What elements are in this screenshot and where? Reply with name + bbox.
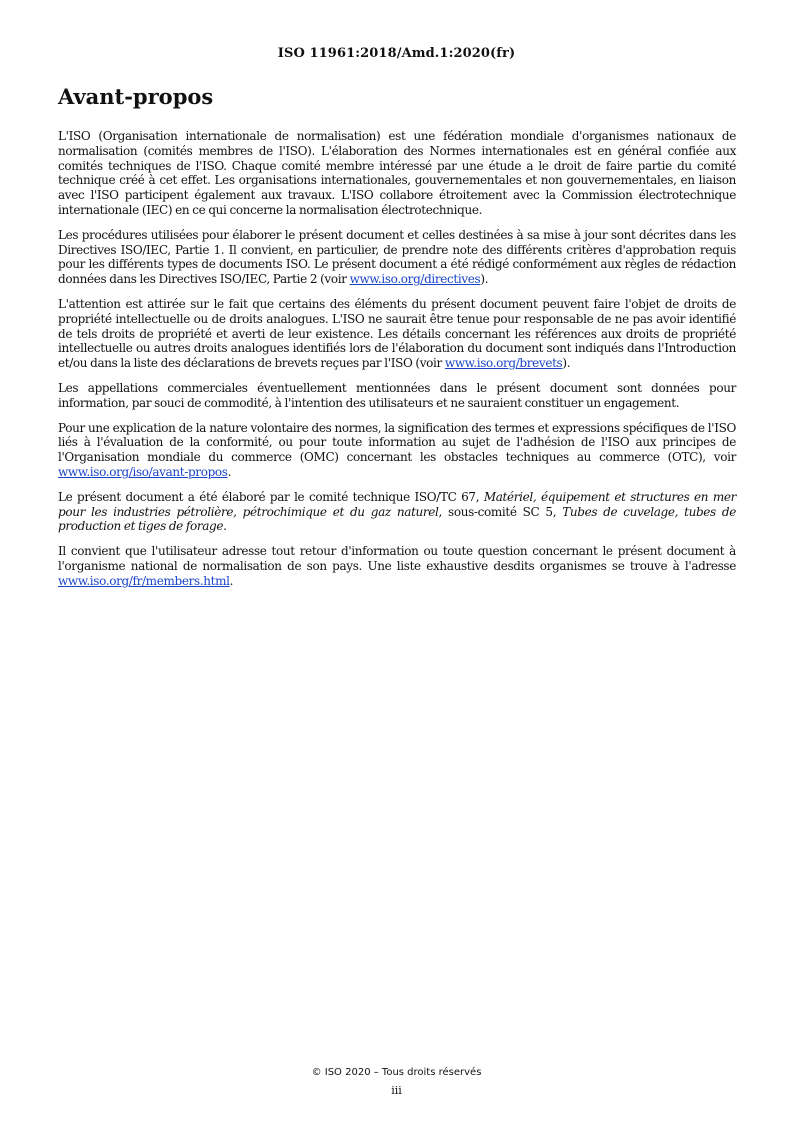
paragraph-text: Il convient que l'utilisateur adresse tout retour d'information ou toute question concernant le présent document à l'organisme national de normalisation de son pays. Une liste exhaustive desdits organismes se trouve à l'adresse	[58, 544, 736, 573]
subcommittee-title: Tubes de cuvelage, tubes de production et tiges de forage	[58, 504, 736, 534]
page-title: Avant-propos	[58, 84, 214, 109]
page-number: iii	[391, 1084, 402, 1097]
copyright-footer: © ISO 2020 – Tous droits réservés	[311, 1067, 482, 1078]
paragraph-trade-names: Les appellations commerciales éventuellement mentionnées dans le présent document sont données pour information, par souci de commodité, à l'intention des utilisateurs et ne sauraient constituer un engagement.	[58, 380, 736, 410]
foreword-info-link[interactable]: www.iso.org/iso/avant-propos	[58, 464, 228, 479]
paragraph-text: , sous-comité SC 5,	[438, 504, 563, 519]
committee-title: Matériel, équipement et structures en mer pour les industries pétrolière, pétrochimique et du gaz naturel	[58, 489, 736, 519]
paragraph-text: .	[227, 464, 232, 479]
paragraph-text: Pour une explication de la nature volontaire des normes, la signification des termes et expressions spécifiques de l'ISO liés à l'évaluation de la conformité, ou pour toute information au sujet de l'adhésion de l'ISO aux principes de l'Organisation mondiale du commerce (OMC) concernant les obstacles techniques au commerce (OTC), voir	[58, 420, 736, 465]
paragraph-text: ).	[480, 272, 489, 287]
paragraph-committee	[58, 490, 736, 534]
paragraph-voluntary-nature	[58, 421, 736, 480]
paragraph-text: .	[223, 519, 227, 534]
paragraph-procedures	[58, 228, 736, 287]
document-id-header: ISO 11961:2018/Amd.1:2020(fr)	[277, 46, 516, 61]
paragraph-iso-organisation: L'ISO (Organisation internationale de normalisation) est une fédération mondiale d'organismes nationaux de normalisation (comités membres de l'ISO). L'élaboration des Normes internationales est en général confiée aux comités techniques de l'ISO. Chaque comité membre intéressé par une étude a le droit de faire partie du comité technique créé à cet effet. Les organisations internationales, gouvernementales et non gouvernementales, en liaison avec l'ISO participent également aux travaux. L'ISO collabore étroitement avec la Commission électrotechnique internationale (IEC) en ce qui concerne la normalisation électrotechnique.	[58, 129, 736, 217]
members-link[interactable]: www.iso.org/fr/members.html	[58, 573, 230, 588]
paragraph-patent-rights	[58, 297, 736, 371]
paragraph-text: Le présent document a été élaboré par le comité technique ISO/TC 67,	[58, 489, 484, 504]
directives-link[interactable]: www.iso.org/directives	[349, 272, 481, 287]
patents-link[interactable]: www.iso.org/brevets	[444, 356, 563, 371]
paragraph-feedback	[58, 544, 736, 588]
paragraph-text: L'attention est attirée sur le fait que certains des éléments du présent document peuvent faire l'objet de droits de propriété intellectuelle ou de droits analogues. L'ISO ne saurait être tenue pour responsable de ne pas avoir identifié de tels droits de propriété et averti de leur existence. Les détails concernant les références aux droits de propriété intellectuelle ou autres droits analogues identifiés lors de l'élaboration du document sont indiqués dans l'Introduction et/ou dans la liste des déclarations de brevets reçues par l'ISO (voir	[58, 296, 736, 371]
paragraph-text: ).	[562, 356, 571, 371]
paragraph-text: .	[229, 573, 234, 588]
paragraph-text: Les procédures utilisées pour élaborer le présent document et celles destinées à sa mise à jour sont décrites dans les Directives ISO/IEC, Partie 1. Il convient, en particulier, de prendre note des différents critères d'approbation requis pour les différents types de documents ISO. Le présent document a été rédigé conformément aux règles de rédaction données dans les Directives ISO/IEC, Partie 2 (voir	[58, 227, 736, 287]
foreword-body	[58, 129, 736, 599]
